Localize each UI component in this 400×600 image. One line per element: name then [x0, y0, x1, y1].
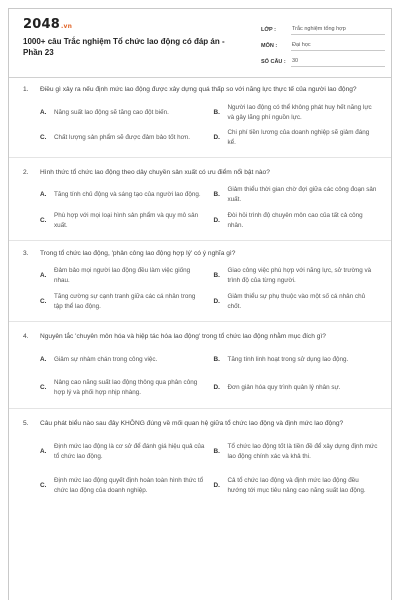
question-number: 4. [23, 333, 29, 340]
meta-row-subject [261, 35, 385, 51]
option-a[interactable]: A. Giảm sự nhàm chán trong công việc. [40, 356, 158, 363]
question-separator [9, 408, 392, 409]
logo-suffix: .vn [60, 23, 73, 30]
option-grid [40, 435, 379, 503]
option-b[interactable]: B. Người lao động có thể không phát huy hết năng lực và gây lãng phí nguồn lực. [213, 104, 372, 121]
option-a[interactable]: A. Định mức lao động là cơ sở để đánh giá hiệu quả của tổ chức lao động. [40, 443, 205, 460]
meta-label: MÔN : [261, 43, 278, 49]
document-title: 1000+ câu Trắc nghiệm Tổ chức lao động có đáp án - Phần 23 [23, 37, 225, 57]
option-c[interactable]: C. Tăng cường sự cạnh tranh giữa các cá nhân trong tập thể lao động. [40, 293, 196, 310]
question-text: Nguyên tắc 'chuyên môn hóa và hiệp tác hóa lao động' trong tổ chức lao động nhằm mục đích gì? [40, 333, 326, 340]
option-grid [40, 182, 379, 234]
option-c[interactable]: C. Chất lượng sản phẩm sẽ được đảm bảo tốt hơn. [40, 134, 190, 141]
option-d[interactable]: D. Chi phí tiền lương của doanh nghiệp sẽ giảm đáng kể. [213, 129, 370, 146]
document-header [9, 9, 391, 75]
option-b[interactable]: B. Giảm thiểu thời gian chờ đợi giữa các công đoạn sản xuất. [213, 186, 377, 203]
question-4 [9, 332, 392, 402]
question-number: 1. [23, 86, 29, 93]
question-number: 3. [23, 250, 29, 257]
option-grid [40, 263, 379, 315]
option-a[interactable]: A. Đảm bảo mọi người lao động đều làm việc giống nhau. [40, 267, 191, 284]
question-5 [9, 419, 392, 503]
question-text: Hình thức tổ chức lao động theo dây chuyền sản xuất có ưu điểm nổi bật nào? [40, 169, 270, 176]
option-c[interactable]: C. Phù hợp với mọi loại hình sản phẩm và quy mô sản xuất. [40, 212, 199, 229]
meta-label: LỚP : [261, 27, 276, 33]
logo-text: 2048 [23, 17, 60, 32]
question-separator [9, 321, 392, 322]
question-text: Điều gì xảy ra nếu định mức lao động được xây dựng quá thấp so với năng lực thực tế của người lao động? [40, 86, 357, 93]
meta-row-class [261, 19, 385, 35]
meta-row-count [261, 51, 385, 67]
option-b[interactable]: B. Tổ chức lao động tốt là tiền đề để xây dựng định mức lao động chính xác và khả thi. [213, 443, 378, 460]
option-a[interactable]: A. Tăng tính chủ động và sáng tạo của người lao động. [40, 191, 201, 198]
question-2 [9, 168, 392, 234]
option-d[interactable]: D. Đòi hỏi trình độ chuyên môn cao của tất cả công nhân. [213, 212, 363, 229]
meta-value: Trắc nghiệm tổng hợp [291, 26, 385, 35]
site-logo[interactable] [23, 17, 72, 32]
option-a[interactable]: A. Năng suất lao động sẽ tăng cao đột biến. [40, 109, 169, 116]
option-c[interactable]: C. Định mức lao động quyết định hoàn toàn hình thức tổ chức lao động của doanh nghiệp. [40, 477, 204, 494]
meta-label: SỐ CÂU : [261, 59, 286, 65]
option-d[interactable]: D. Giảm thiểu sự phụ thuộc vào một số cá nhân chủ chốt. [213, 293, 366, 310]
option-grid [40, 101, 379, 151]
question-text: Trong tổ chức lao động, 'phân công lao động hợp lý' có ý nghĩa gì? [40, 250, 236, 257]
meta-value: Đại học [291, 42, 385, 51]
header-divider [9, 77, 391, 78]
question-3 [9, 249, 392, 315]
document-page [8, 8, 392, 600]
question-1 [9, 85, 392, 151]
question-list [9, 85, 392, 503]
option-d[interactable]: D. Đơn giản hóa quy trình quản lý nhân sự. [213, 384, 341, 391]
meta-value: 30 [291, 58, 385, 67]
option-c[interactable]: C. Nâng cao năng suất lao động thông qua phân công hợp lý và phối hợp nhịp nhàng. [40, 379, 198, 396]
question-text: Câu phát biểu nào sau đây KHÔNG đúng về mối quan hệ giữa tổ chức lao động và định mức lao động? [40, 420, 344, 427]
question-separator [9, 157, 392, 158]
option-grid [40, 346, 379, 402]
document-meta [261, 19, 385, 67]
question-number: 2. [23, 169, 29, 176]
question-separator [9, 240, 392, 241]
option-b[interactable]: B. Giao công việc phù hợp với năng lực, sở trường và trình độ của từng người. [213, 267, 372, 284]
question-number: 5. [23, 420, 29, 427]
option-b[interactable]: B. Tăng tính linh hoạt trong sử dụng lao động. [213, 356, 349, 363]
option-d[interactable]: D. Cả tổ chức lao động và định mức lao động đều hướng tới mục tiêu nâng cao năng suất lao động. [213, 477, 366, 494]
